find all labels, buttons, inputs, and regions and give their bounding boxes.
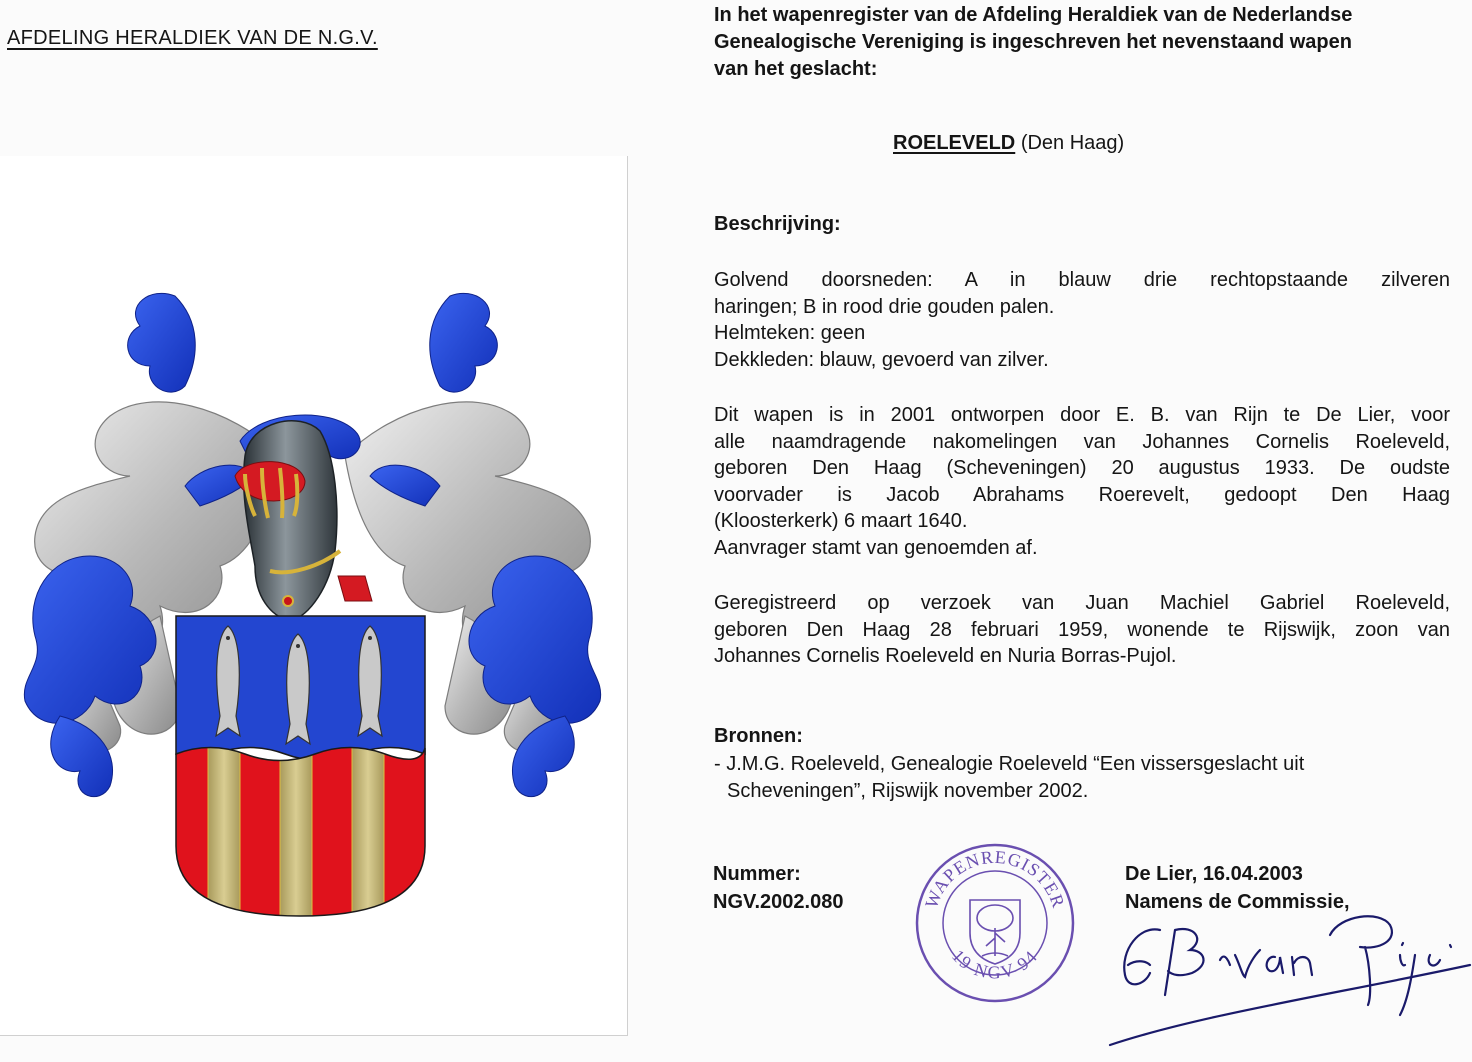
history-line: Aanvrager stamt van genoemden af.: [714, 536, 1038, 559]
description-line: Golvend doorsneden: A in blauw drie rechtopstaande zilveren: [714, 269, 1450, 291]
svg-text:WAPENREGISTER: [921, 847, 1069, 911]
description-line: Dekkleden: blauw, gevoerd van zilver.: [714, 348, 1049, 371]
description-line: Helmteken: geen: [714, 322, 866, 344]
place-date: De Lier, 16.04.2003: [1125, 863, 1303, 885]
history-line: voorvader is Jacob Abrahams Roerevelt, gedoopt Den Haag: [714, 483, 1450, 506]
registration-line: Johannes Cornelis Roeleveld en Nuria Borras-Pujol.: [714, 645, 1177, 667]
seal-bottom-text: 19 NGV 94: [947, 945, 1043, 983]
history-line: Dit wapen is in 2001 ontworpen door E. B. van Rijn te De Lier, voor: [714, 404, 1450, 426]
history-line: (Kloosterkerk) 6 maart 1640.: [714, 510, 968, 532]
signature: [1080, 905, 1472, 1055]
history-text: [714, 402, 1450, 561]
sources-text: [714, 751, 1454, 805]
number-label: Nummer:: [713, 863, 801, 885]
source-line: - J.M.G. Roeleveld, Genealogie Roeleveld “Een vissersgeslacht uit: [714, 753, 1305, 775]
tree-icon: [970, 900, 1020, 964]
intro-line: van het geslacht:: [714, 58, 878, 80]
description-heading: Beschrijving:: [714, 213, 841, 235]
history-line: alle naamdragende nakomelingen van Johannes Cornelis Roeleveld,: [714, 430, 1450, 453]
registration-line: Geregistreerd op verzoek van Juan Machiel Gabriel Roeleveld,: [714, 592, 1450, 614]
intro-line: In het wapenregister van de Afdeling Heraldiek van de Nederlandse: [714, 4, 1353, 26]
number-value: NGV.2002.080: [713, 891, 844, 913]
history-line: geboren Den Haag (Scheveningen) 20 augustus 1933. De oudste: [714, 457, 1450, 479]
description-line: haringen; B in rood drie gouden palen.: [714, 295, 1055, 318]
on-behalf: Namens de Commissie,: [1125, 891, 1350, 913]
sources-heading: Bronnen:: [714, 725, 803, 747]
register-seal: [910, 838, 1080, 1008]
coat-of-arms-image: [0, 156, 627, 1035]
family-place: (Den Haag): [1020, 132, 1125, 154]
description-text: [714, 267, 1450, 373]
intro-line: Genealogische Vereniging is ingeschreven het nevenstaand wapen: [714, 31, 1352, 53]
number-block: [713, 860, 843, 916]
family-title: [893, 132, 1124, 155]
registration-line: geboren Den Haag 28 februari 1959, wonende te Rijswijk, zoon van: [714, 618, 1450, 641]
org-header: AFDELING HERALDIEK VAN DE N.G.V.: [7, 27, 378, 49]
intro-text: [714, 2, 1454, 83]
family-name: ROELEVELD: [893, 132, 1016, 154]
registration-text: [714, 590, 1450, 670]
source-line: Scheveningen”, Rijswijk november 2002.: [727, 780, 1089, 802]
seal-top-text: WAPENREGISTER: [921, 846, 1069, 911]
shield: [170, 616, 430, 926]
coat-of-arms-card: [0, 156, 628, 1036]
